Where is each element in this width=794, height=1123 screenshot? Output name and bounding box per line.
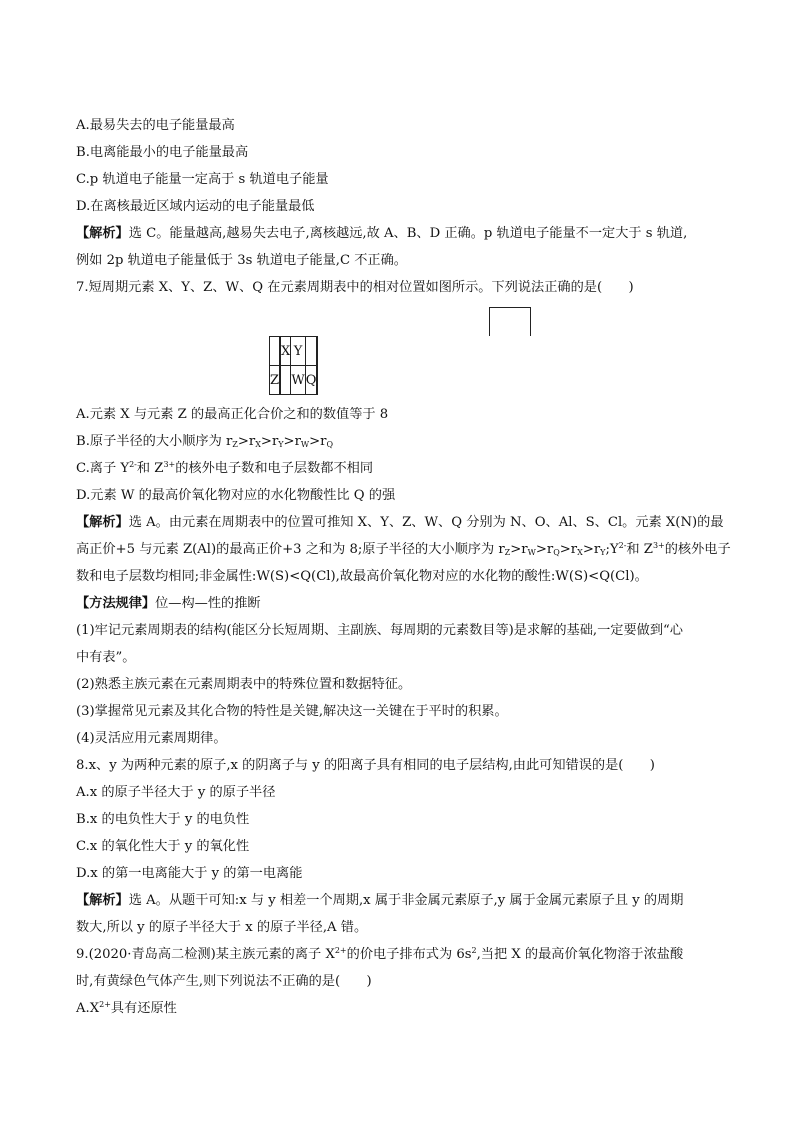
- q6-analysis-line2: 例如 2p 轨道电子能量低于 3s 轨道电子能量,C 不正确。: [76, 253, 407, 268]
- method-point-1b: 中有表”。: [76, 650, 136, 665]
- method-heading: 【方法规律】位—构—性的推断: [76, 596, 261, 611]
- q7-analysis-line1: 【解析】选 A。由元素在周期表中的位置可推知 X、Y、Z、W、Q 分别为 N、O、Al、S、Cl。元素 X(N)的最: [76, 515, 724, 530]
- table-cell: [305, 337, 317, 366]
- method-point-1a: (1)牢记元素周期表的结构(能区分长短周期、主副族、每周期的元素数目等)是求解的基础,一定要做到“心: [76, 623, 683, 638]
- table-row: [270, 337, 318, 366]
- q7-analysis-line3: 数和电子层数均相同;非金属性:W(S)<Q(Cl),故最高价氧化物对应的水化物的酸性:W(S)<Q(Cl)。: [76, 569, 648, 584]
- table-cell: [317, 366, 318, 395]
- q6-option-d: D.在离核最近区域内运动的电子能量最低: [76, 199, 315, 214]
- q8-option-d: D.x 的第一电离能大于 y 的第一电离能: [76, 866, 303, 881]
- q8-analysis-line1: 【解析】选 A。从题干可知:x 与 y 相差一个周期,x 属于非金属元素原子,y 属于金属元素原子且 y 的周期: [76, 893, 684, 908]
- q7-option-d: D.元素 W 的最高价氧化物对应的水化物酸性比 Q 的强: [76, 488, 396, 503]
- method-point-3: (3)掌握常见元素及其化合物的特性是关键,解决这一关键在于平时的积累。: [76, 704, 508, 719]
- q9-stem-line2: 时,有黄绿色气体产生,则下列说法不正确的是( ): [76, 974, 372, 989]
- q8-option-a: A.x 的原子半径大于 y 的原子半径: [76, 785, 276, 800]
- method-point-2: (2)熟悉主族元素在元素周期表中的特殊位置和数据特征。: [76, 677, 412, 692]
- q9-option-a: $A.X^{2+}$具有还原性: [76, 1000, 177, 1016]
- analysis-tag: 【解析】: [76, 226, 129, 241]
- q7-analysis-line2: 高正价+5 与元素 Z(Al)的最高正价+3 之和为 8;原子半径的大小顺序为 $r_Z>r_W>r_Q>r_X>r_Y;Y^{2-}$和 $Z^{3+}$的核外电子: [76, 541, 731, 557]
- table-cell: Y: [291, 337, 305, 366]
- q6-option-a: A.最易失去的电子能量最高: [76, 118, 235, 133]
- document-page: [76, 112, 731, 1022]
- table-row: [270, 366, 318, 395]
- table-cell: [281, 366, 291, 395]
- q8-option-b: B.x 的电负性大于 y 的电负性: [76, 812, 250, 827]
- q8-analysis-line2: 数大,所以 y 的原子半径大于 x 的原子半径,A 错。: [76, 920, 368, 935]
- q6-analysis-line1: 【解析】选 C。能量越高,越易失去电子,离核越远,故 A、B、D 正确。p 轨道电子能量不一定大于 s 轨道,: [76, 226, 688, 241]
- table-cell: W: [291, 366, 305, 395]
- method-tag: 【方法规律】: [76, 596, 156, 611]
- table-cell: X: [281, 337, 291, 366]
- method-point-4: (4)灵活应用元素周期律。: [76, 731, 227, 746]
- periodic-table-grid: [269, 336, 318, 395]
- q8-option-c: C.x 的氧化性大于 y 的氧化性: [76, 839, 250, 854]
- q7-option-c: C.离子 $Y^{2-}$和 $Z^{3+}$的核外电子数和电子层数都不相同: [76, 460, 374, 476]
- table-cell: [317, 337, 318, 366]
- q6-option-c: C.p 轨道电子能量一定高于 s 轨道电子能量: [76, 172, 329, 187]
- q7-option-a: A.元素 X 与元素 Z 的最高正化合价之和的数值等于 8: [76, 407, 389, 422]
- q6-option-b: B.电离能最小的电子能量最高: [76, 145, 249, 160]
- periodic-table-top-cell: [489, 307, 531, 336]
- q8-stem: 8.x、y 为两种元素的原子,x 的阴离子与 y 的阳离子具有相同的电子层结构,由此可知错误的是( ): [76, 758, 655, 773]
- q7-option-b: B.原子半径的大小顺序为 $r_Z>r_X>r_Y>r_W>r_Q$: [76, 434, 334, 449]
- periodic-table-figure: [76, 301, 722, 401]
- table-cell: Q: [305, 366, 317, 395]
- table-cell: Z: [270, 366, 280, 395]
- q7-stem: 7.短周期元素 X、Y、Z、W、Q 在元素周期表中的相对位置如图所示。下列说法正确的是( ): [76, 280, 634, 295]
- table-cell: [270, 337, 280, 366]
- analysis-tag: 【解析】: [76, 515, 129, 530]
- analysis-tag: 【解析】: [76, 893, 129, 908]
- q9-stem-line1: 9.(2020·青岛高二检测)某主族元素的离子 $X^{2+}$的价电子排布式为 $6s^2$,当把 X 的最高价氧化物溶于浓盐酸: [76, 946, 684, 962]
